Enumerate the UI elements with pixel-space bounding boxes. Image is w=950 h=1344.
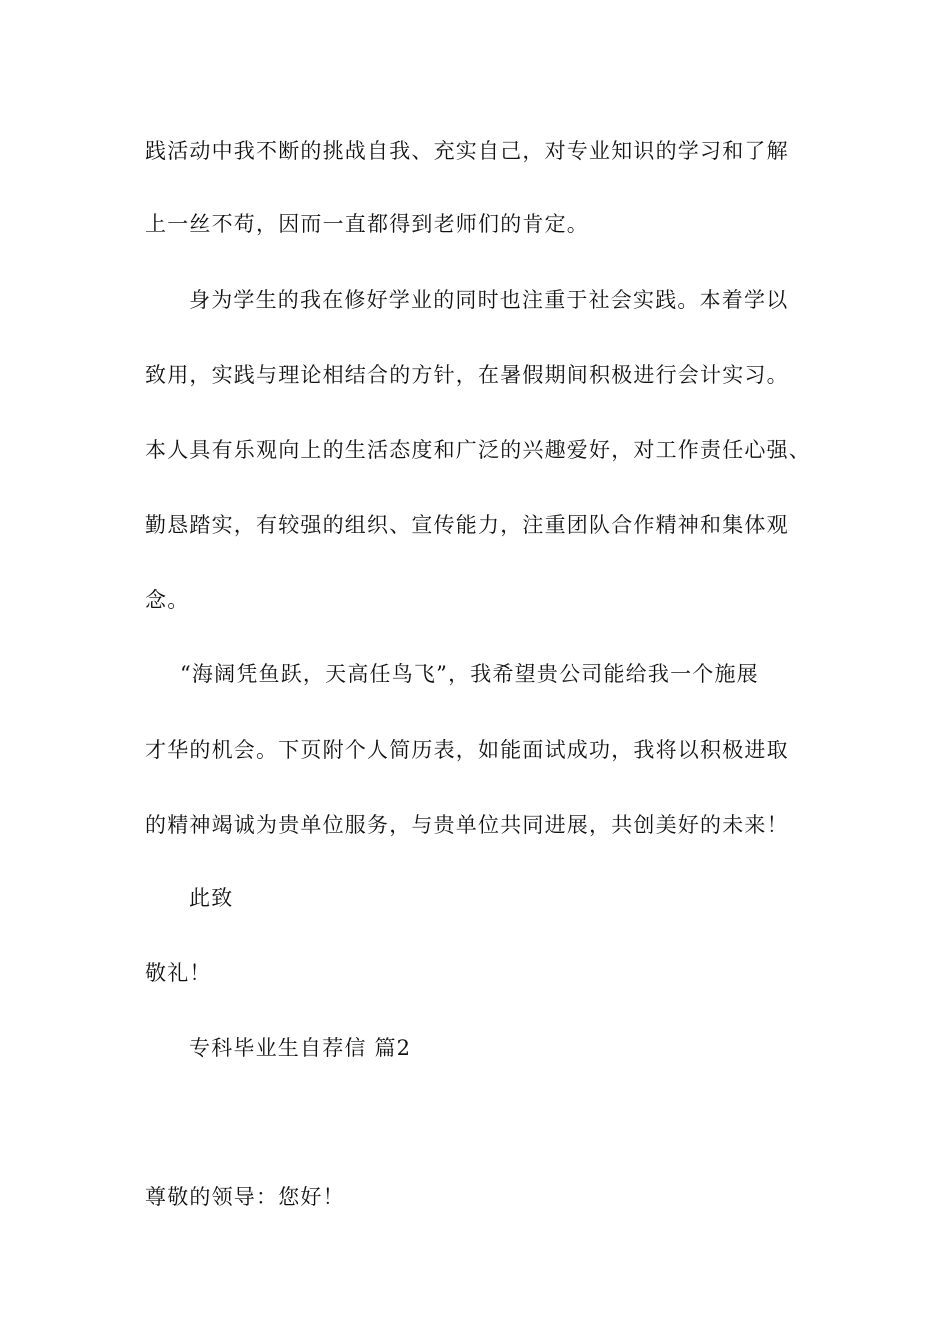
closing-salutation: 此致 xyxy=(189,886,234,910)
paragraph-line: 本人具有乐观向上的生活态度和广泛的兴趣爱好，对工作责任心强、 xyxy=(145,438,811,462)
closing-regards: 敬礼！ xyxy=(145,961,212,985)
paragraph-line: 上一丝不苟，因而一直都得到老师们的肯定。 xyxy=(145,212,589,236)
paragraph-line: “海阔凭鱼跃，天高任鸟飞”，我希望贵公司能给我一个施展 xyxy=(180,662,759,686)
greeting-line: 尊敬的领导：您好！ xyxy=(145,1185,345,1209)
paragraph-line: 践活动中我不断的挑战自我、充实自己，对专业知识的学习和了解 xyxy=(145,139,789,163)
paragraph-line: 的精神竭诚为贵单位服务，与贵单位共同进展，共创美好的未来！ xyxy=(145,813,789,837)
paragraph-line: 念。 xyxy=(145,588,190,612)
paragraph-line: 勤恳踏实，有较强的组织、宣传能力，注重团队合作精神和集体观 xyxy=(145,513,789,537)
paragraph-line: 身为学生的我在修好学业的同时也注重于社会实践。本着学以 xyxy=(189,288,789,312)
section-heading: 专科毕业生自荐信 篇2 xyxy=(189,1036,412,1060)
paragraph-line: 致用，实践与理论相结合的方针，在暑假期间积极进行会计实习。 xyxy=(145,363,789,387)
paragraph-line: 才华的机会。下页附个人简历表，如能面试成功，我将以积极进取 xyxy=(145,738,789,762)
